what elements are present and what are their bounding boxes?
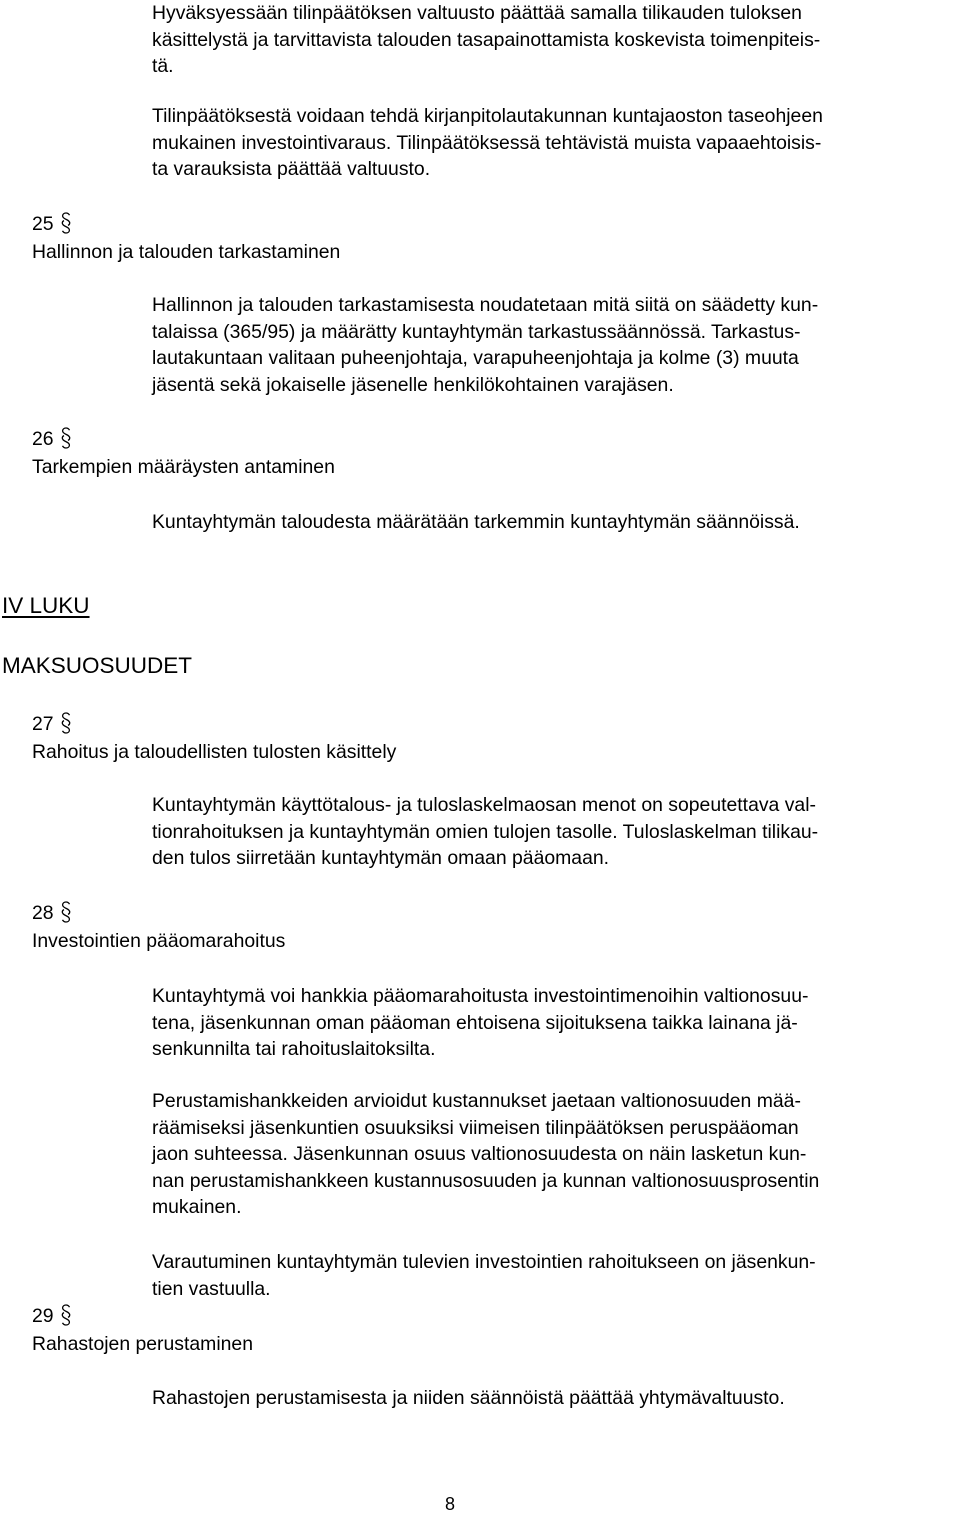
section-number-text: 29 (32, 1305, 54, 1327)
section-28-paragraph-2 (152, 1088, 952, 1221)
section-number-text: 25 (32, 213, 54, 235)
chapter-title: MAKSUOSUUDET (2, 653, 193, 678)
page-number: 8 (444, 1494, 455, 1514)
section-sign-icon (60, 427, 72, 457)
section-25-number (32, 211, 72, 242)
section-sign-icon (60, 1304, 72, 1334)
text-line: Hyväksyessään tilinpäätöksen valtuusto päättää samalla tilikauden tuloksen (152, 2, 802, 24)
chapter-number: IV LUKU (2, 593, 90, 618)
text-line: Hallinnon ja talouden tarkastamisesta noudatetaan mitä siitä on säädetty kun- (152, 294, 819, 316)
paragraph-top-1 (152, 0, 952, 80)
section-28-paragraph-1 (152, 983, 952, 1063)
text-line: jaon suhteessa. Jäsenkunnan osuus valtionosuudesta on näin lasketun kun- (152, 1143, 807, 1166)
section-29-number (32, 1303, 72, 1334)
text-line: jäsentä sekä jokaiselle jäsenelle henkilökohtainen varajäsen. (152, 373, 674, 396)
text-line: käsittelystä ja tarvittavista talouden tasapainottamista koskevista toimenpiteis- (152, 28, 821, 51)
text-line: den tulos siirretään kuntayhtymän omaan pääomaan. (152, 847, 610, 870)
section-26-number (32, 426, 72, 457)
text-line: ta varauksista päättää valtuusto. (152, 158, 431, 181)
section-sign-icon (60, 212, 72, 242)
section-28-paragraph-3 (152, 1249, 952, 1302)
section-25-title: Hallinnon ja talouden tarkastaminen (32, 241, 341, 263)
section-25-paragraph (152, 292, 952, 398)
text-line: tena, jäsenkunnan oman pääoman ehtoisena sijoituksena taikka lainana jä- (152, 1011, 798, 1034)
section-27-title: Rahoitus ja taloudellisten tulosten käsittely (32, 741, 397, 763)
text-line: senkunnilta tai rahoituslaitoksilta. (152, 1038, 436, 1061)
section-28-number (32, 900, 72, 931)
text-line: Varautuminen kuntayhtymän tulevien investointien rahoitukseen on jäsenkun- (152, 1251, 816, 1273)
text-line: nan perustamishankkeen kustannusosuuden ja kunnan valtionosuusprosentin (152, 1169, 820, 1192)
text-line: mukainen investointivaraus. Tilinpäätöksessä tehtävistä muista vapaaehtoisis- (152, 131, 822, 154)
section-28-title: Investointien pääomarahoitus (32, 930, 286, 952)
section-29-title: Rahastojen perustaminen (32, 1333, 253, 1355)
section-27-number (32, 711, 72, 742)
text-line: tä. (152, 55, 174, 78)
section-26-paragraph (152, 509, 952, 536)
text-line: mukainen. (152, 1196, 242, 1219)
section-number-text: 27 (32, 713, 54, 735)
section-26-title: Tarkempien määräysten antaminen (32, 456, 335, 478)
section-29-paragraph (152, 1385, 952, 1412)
text-line: lautakuntaan valitaan puheenjohtaja, varapuheenjohtaja ja kolme (3) muuta (152, 347, 799, 370)
section-27-paragraph (152, 792, 952, 872)
text-line: Rahastojen perustamisesta ja niiden säännöistä päättää yhtymävaltuusto. (152, 1387, 785, 1409)
section-number-text: 28 (32, 902, 54, 924)
text-line: Perustamishankkeiden arvioidut kustannukset jaetaan valtionosuuden mää- (152, 1090, 801, 1112)
text-line: tionrahoituksen ja kuntayhtymän omien tulojen tasolle. Tuloslaskelman tilikau- (152, 820, 819, 843)
paragraph-top-2 (152, 103, 952, 183)
text-line: tien vastuulla. (152, 1277, 271, 1300)
section-sign-icon (60, 712, 72, 742)
text-line: Kuntayhtymän käyttötalous- ja tuloslaskelmaosan menot on sopeutettava val- (152, 794, 816, 816)
text-line: räämiseksi jäsenkuntien osuuksiksi viimeisen tilinpäätöksen peruspääoman (152, 1116, 799, 1139)
text-line: Kuntayhtymän taloudesta määrätään tarkemmin kuntayhtymän säännöissä. (152, 511, 800, 533)
section-sign-icon (60, 901, 72, 931)
section-number-text: 26 (32, 428, 54, 450)
text-line: talaissa (365/95) ja määrätty kuntayhtymän tarkastussäännössä. Tarkastus- (152, 320, 801, 343)
text-line: Tilinpäätöksestä voidaan tehdä kirjanpitolautakunnan kuntajaoston taseohjeen (152, 105, 823, 127)
text-line: Kuntayhtymä voi hankkia pääomarahoitusta investointimenoihin valtionosuu- (152, 985, 809, 1007)
